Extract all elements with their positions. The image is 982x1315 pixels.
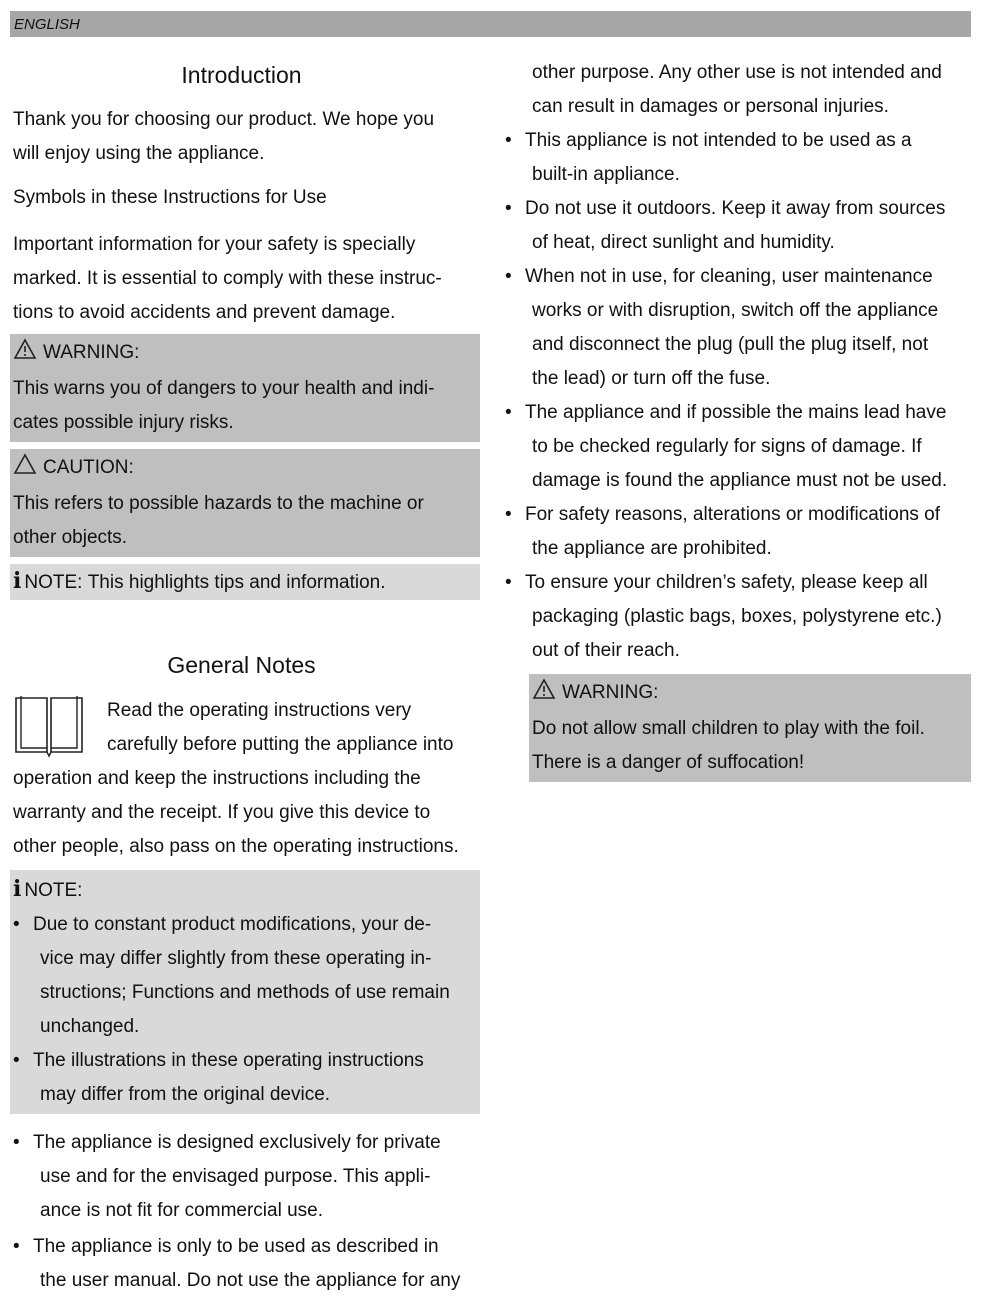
continuation-text: can result in damages or personal injuries.	[532, 96, 889, 117]
read-text: carefully before putting the appliance into	[107, 734, 454, 755]
warning-triangle-icon	[13, 338, 37, 372]
caution-box	[10, 449, 480, 557]
book-icon	[13, 694, 85, 758]
general-notes-title: General Notes	[167, 652, 316, 678]
list-item: • For safety reasons, alterations or modifications of	[505, 498, 971, 532]
continuation-text: other purpose. Any other use is not intended and	[532, 62, 942, 83]
list-item-cont: structions; Functions and methods of use remain	[40, 982, 450, 1003]
note-box	[10, 564, 480, 600]
list-item-cont: the appliance are prohibited.	[532, 538, 772, 559]
read-text: warranty and the receipt. If you give this device to	[13, 802, 431, 823]
intro-text: will enjoy using the appliance.	[13, 143, 265, 164]
intro-text: Thank you for choosing our product. We hope you	[13, 109, 435, 130]
read-text: Read the operating instructions very	[107, 700, 412, 721]
note-label: NOTE:	[24, 572, 83, 593]
list-item: • Do not use it outdoors. Keep it away from sources	[505, 192, 971, 226]
list-item: • The illustrations in these operating instructions	[13, 1044, 477, 1078]
warning-label: WARNING:	[562, 682, 659, 703]
note-text: This highlights tips and information.	[87, 572, 386, 593]
list-item: • Due to constant product modifications, your de-	[13, 908, 477, 942]
list-item-cont: built-in appliance.	[532, 164, 680, 185]
list-item-cont: works or with disruption, switch off the appliance	[532, 300, 939, 321]
introduction-title: Introduction	[181, 62, 302, 88]
left-column	[13, 60, 480, 1298]
list-item-cont: ance is not fit for commercial use.	[40, 1200, 323, 1221]
note-label: NOTE:	[24, 880, 83, 901]
list-item: • This appliance is not intended to be used as a	[505, 124, 971, 158]
list-item-cont: out of their reach.	[532, 640, 680, 661]
caution-triangle-icon	[13, 453, 37, 487]
list-item-cont: to be checked regularly for signs of damage. If	[532, 436, 922, 457]
general-note-box	[10, 870, 480, 1114]
caution-text: other objects.	[13, 527, 128, 548]
foil-warning-box	[529, 674, 971, 782]
list-item-cont: damage is found the appliance must not be used.	[532, 470, 948, 491]
list-item-cont: vice may differ slightly from these operating in-	[40, 948, 432, 969]
warning-text: Do not allow small children to play with the foil.	[532, 718, 925, 739]
list-item: • The appliance and if possible the mains lead have	[505, 396, 971, 430]
warning-box	[10, 334, 480, 442]
list-item-cont: the user manual. Do not use the appliance for any	[40, 1270, 461, 1291]
list-item: • When not in use, for cleaning, user maintenance	[505, 260, 971, 294]
list-item-cont: of heat, direct sunlight and humidity.	[532, 232, 835, 253]
info-icon: i	[13, 568, 22, 594]
warning-text: This warns you of dangers to your health and indi-	[13, 378, 435, 399]
info-icon: i	[13, 876, 22, 902]
list-item-cont: may differ from the original device.	[40, 1084, 331, 1105]
list-item: • The appliance is designed exclusively for private	[13, 1126, 480, 1160]
symbols-heading: Symbols in these Instructions for Use	[13, 187, 327, 208]
caution-text: This refers to possible hazards to the machine or	[13, 493, 424, 514]
header-bar	[10, 11, 971, 37]
warning-label: WARNING:	[43, 342, 140, 363]
list-item-cont: the lead) or turn off the fuse.	[532, 368, 771, 389]
caution-label: CAUTION:	[43, 457, 134, 478]
warning-text: There is a danger of suffocation!	[532, 752, 805, 773]
read-text: other people, also pass on the operating instructions.	[13, 836, 459, 857]
list-item-cont: packaging (plastic bags, boxes, polystyrene etc.)	[532, 606, 942, 627]
warning-text: cates possible injury risks.	[13, 412, 234, 433]
read-instructions-block	[13, 694, 480, 864]
list-item-cont: and disconnect the plug (pull the plug itself, not	[532, 334, 929, 355]
language-label: ENGLISH	[14, 16, 80, 33]
warning-triangle-icon	[532, 678, 556, 712]
list-item-cont: use and for the envisaged purpose. This appli-	[40, 1166, 431, 1187]
symbols-text: marked. It is essential to comply with these instruc-	[13, 268, 442, 289]
list-item: • To ensure your children’s safety, please keep all	[505, 566, 971, 600]
list-item-cont: unchanged.	[40, 1016, 140, 1037]
list-item: • The appliance is only to be used as described in	[13, 1230, 480, 1264]
symbols-text: tions to avoid accidents and prevent damage.	[13, 302, 396, 323]
right-column	[505, 56, 971, 782]
symbols-text: Important information for your safety is specially	[13, 234, 416, 255]
read-text: operation and keep the instructions including the	[13, 768, 421, 789]
